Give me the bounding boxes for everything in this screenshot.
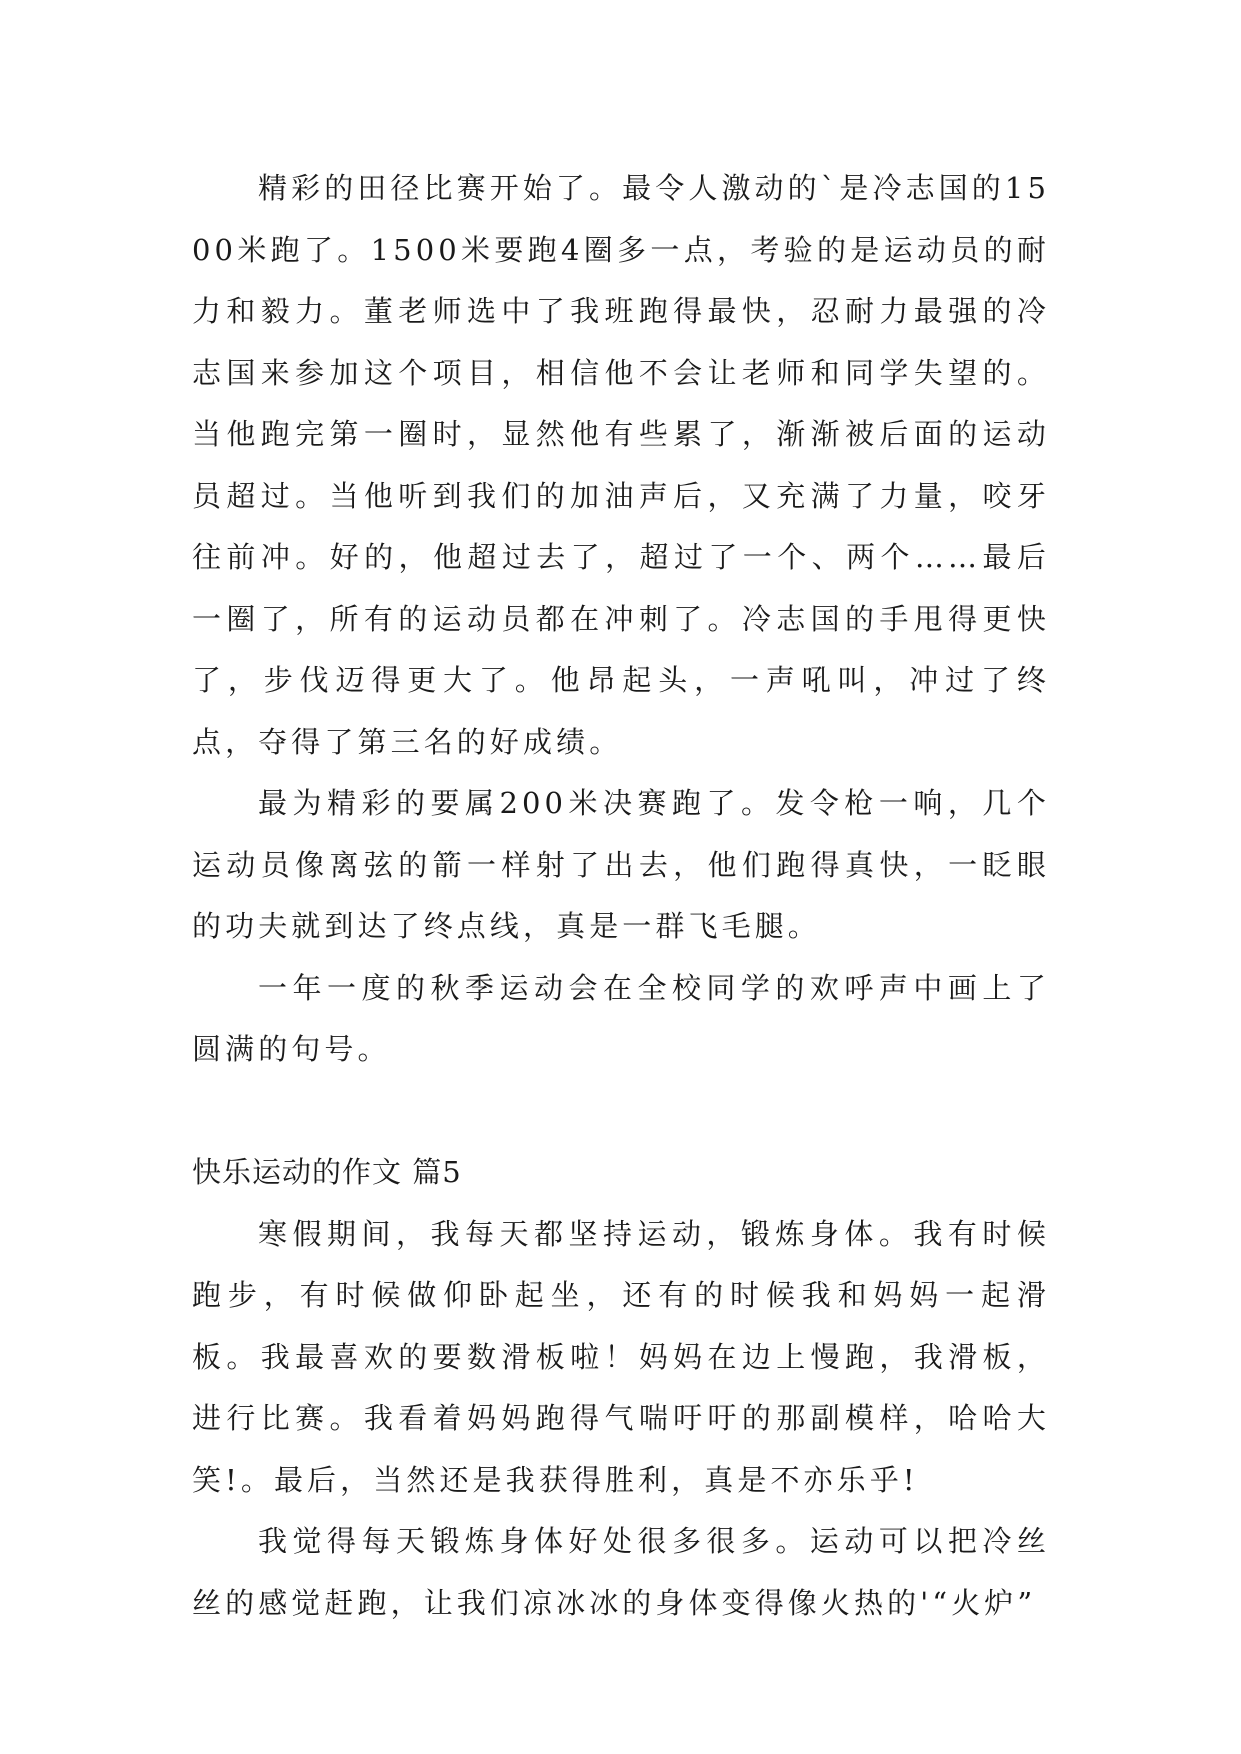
paragraph-closing: 一年一度的秋季运动会在全校同学的欢呼声中画上了圆满的句号。 — [192, 970, 1050, 1066]
paragraph-exercise-benefits: 我觉得每天锻炼身体好处很多很多。运动可以把冷丝丝的感觉赶跑，让我们凉冰冰的身体变得像火热的'“火炉” — [192, 1524, 1050, 1620]
section-title: 快乐运动的作文 篇5 — [192, 1155, 462, 1189]
paragraph-200m-final: 最为精彩的要属200米决赛跑了。发令枪一响，几个运动员像离弦的箭一样射了出去，他们跑得真快，一眨眼的功夫就到达了终点线，真是一群飞毛腿。 — [192, 786, 1050, 943]
paragraph-winter-exercise: 寒假期间，我每天都坚持运动，锻炼身体。我有时候跑步，有时候做仰卧起坐，还有的时候我和妈妈一起滑板。我最喜欢的要数滑板啦！妈妈在边上慢跑，我滑板，进行比赛。我看着妈妈跑得气喘吁吁的那副模样，哈哈大笑!。最后，当然还是我获得胜利，真是不亦乐乎! — [192, 1216, 1050, 1497]
section-spacer — [192, 1081, 1050, 1143]
document-page — [192, 158, 1050, 1634]
paragraph-track-race: 精彩的田径比赛开始了。最令人激动的`是冷志国的1500米跑了。1500米要跑4圈多一点，考验的是运动员的耐力和毅力。董老师选中了我班跑得最快，忍耐力最强的冷志国来参加这个项目，相信他不会让老师和同学失望的。当他跑完第一圈时，显然他有些累了，渐渐被后面的运动员超过。当他听到我们的加油声后，又充满了力量，咬牙往前冲。好的，他超过去了，超过了一个、两个……最后一圈了，所有的运动员都在冲刺了。冷志国的手甩得更快了，步伐迈得更大了。他昂起头，一声吼叫，冲过了终点，夺得了第三名的好成绩。 — [192, 171, 1050, 759]
